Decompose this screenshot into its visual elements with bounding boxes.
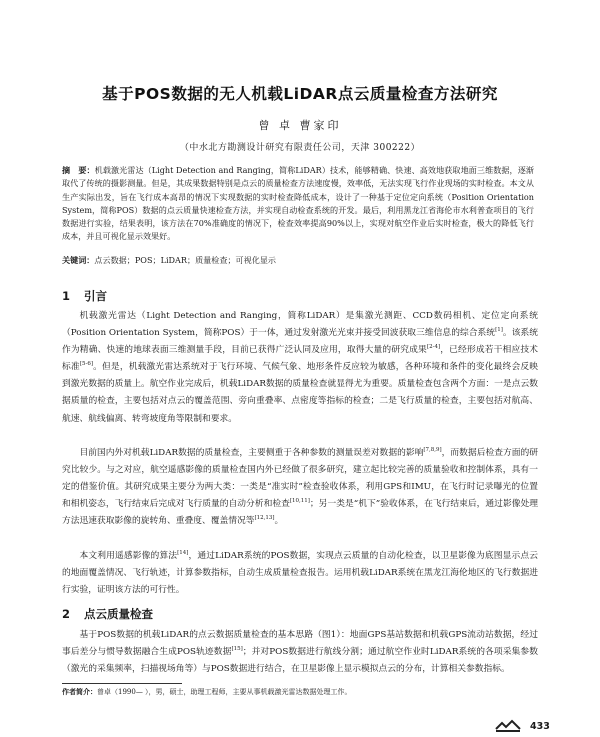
citation: [7,8,9] — [423, 447, 442, 454]
section-heading-1 — [62, 288, 107, 304]
citation: [5-6] — [79, 361, 93, 368]
citation: [1] — [495, 327, 503, 334]
abstract — [62, 164, 534, 244]
section-title: 引言 — [84, 289, 107, 303]
citation: [2-4] — [426, 344, 441, 351]
journal-logo-icon — [494, 719, 522, 733]
abstract-text: 机载激光雷达（Light Detection and Ranging，简称LiDAR）技术，能够精确、快速、高效地获取地面三维数据，逐渐取代了传统的摄影测量。但是，其成果数据特别是点云的质量检查方法速度慢，效率低，无法实现飞行作业现场的实时检查。本文从生产实际出发，旨在飞行成本高昂的情况下实现数据的实时检查降低成本，设计了一种基于定位定向系统（Position Orientation System，简称POS）数据的点云质量快速检查方法，并实现自动检查系统的开发。最后，利用黑龙江省海伦市水利普查项目的飞行数据进行实验，结果表明，该方法在70%准确度的情况下，检查效率提高90%以上，实现对航空作业后实时检查，极大的降低飞行成本，并且可视化显示效果好。 — [62, 165, 534, 242]
section-heading-2 — [62, 606, 153, 622]
section-number: 1 — [62, 289, 71, 303]
citation: [14] — [177, 550, 189, 557]
keywords-text: 点云数据；POS；LiDAR；质量检查；可视化显示 — [94, 255, 277, 265]
section-number: 2 — [62, 607, 71, 621]
footnote-label: 作者简介： — [62, 688, 97, 696]
page-number: 433 — [530, 721, 550, 732]
citation: [10,11] — [289, 498, 310, 505]
abstract-label: 摘 要： — [62, 165, 95, 175]
paper-title: 基于POS数据的无人机载LiDAR点云质量检查方法研究 — [102, 85, 498, 103]
paragraph: 机载激光雷达（Light Detection and Ranging，简称LiDAR）是集激光测距、CCD数码相机、定位定向系统（Position Orientation System，简称POS）于一体，通过发射激光光束并接受回波获取三维信息的综合系统[1]。该系统作为精确、快速的地球表面三维测量手段，目前已获得广泛认同及应用，取得大量的研究成果[2-4]，已经形成若干相应技术标准[5-6]。但是，机载激光雷达系统对于飞行环境、气候气象、地形条件反应较为敏感，各种环境和条件的变化最终会反映到激光数据的质量上。航空作业完成后，机载LiDAR数据的质量检查就显得尤为重要。质量检查包含两个方面：一是点云数据质量的检查，主要包括对点云的覆盖范围、旁向重叠率、点密度等指标的检查；二是飞行质量的检查，主要包括对航高、航速、航线偏离、转弯坡度角等限制和要求。 — [62, 311, 539, 424]
footnote-divider — [62, 683, 182, 684]
footnote-text: 曾卓（1990— ），男，硕士，助理工程师，主要从事机载激光雷达数据处理工作。 — [97, 688, 352, 696]
keywords — [62, 254, 534, 267]
paragraph: 目前国内外对机载LiDAR数据的质量检查，主要侧重于各种参数的测量误差对数据的影响[7,8,9]，而数据后检查方面的研究比较少。与之对应，航空遥感影像的质量检查国内外已经做了很多研究，建立起比较完善的质量验收和控制体系，具有一定的借鉴价值。其研究成果主要分为两大类：一类是“准实时”检查验收体系，利用GPS和IMU，在飞行时记录曝光的位置和相机姿态，飞行结束后完成对飞行质量的自动分析和检查[10,11]；另一类是“机下”验收体系，在飞行结束后，通过影像处理方法迅速获取影像的旋转角、重叠度、覆盖情况等[12,13]。 — [62, 447, 539, 527]
paragraph: 基于POS数据的机载LiDAR的点云数据质量检查的基本思路（图1）：地面GPS基站数据和机载GPS流动站数据，经过事后差分与惯导数据融合生成POS轨迹数据[15]；并对POS数据进行航线分割；通过航空作业时LiDAR系统的各项采集参数（激光的采集频率，扫描视场角等）与POS数据进行结合，在卫星影像上显示模拟点云的分布，计算相关参数指标。 — [62, 630, 538, 675]
section-title: 点云质量检查 — [84, 607, 153, 621]
citation: [15] — [231, 646, 243, 653]
citation: [12,13] — [254, 515, 275, 522]
paragraph: 本文利用遥感影像的算法[14]，通过LiDAR系统的POS数据，实现点云质量的自动化检查，以卫星影像为底图显示点云的地面覆盖情况、飞行轨迹，计算参数指标，自动生成质量检查报告。运用机载LiDAR系统在黑龙江海伦地区的飞行数据进行实验，证明该方法的可行性。 — [62, 550, 538, 596]
affiliation: （中水北方勘测设计研究有限责任公司，天津 300222） — [179, 143, 421, 153]
author-footnote — [62, 687, 542, 697]
authors: 曾 卓 曹家印 — [258, 119, 342, 132]
keywords-label: 关键词： — [62, 255, 95, 265]
